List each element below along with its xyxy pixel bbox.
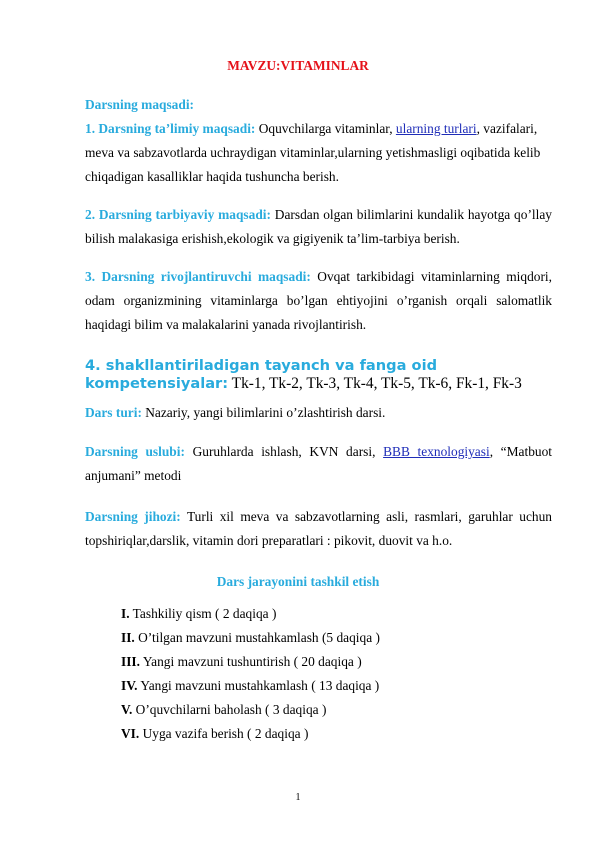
list-item-text: Yangi mavzuni tushuntirish ( 20 daqiqa ) [139,654,362,669]
list-item [121,650,380,674]
list-item-number: III. [121,654,140,669]
goals-heading: Darsning maqsadi: [85,97,195,112]
list-item [121,602,380,626]
lesson-method-label: Darsning uslubi: [85,444,185,459]
ularning-turlari-link[interactable]: ularning turlari [395,121,477,136]
goal-educational-label: 1. Darsning ta’limiy maqsadi: [85,121,256,136]
lesson-equipment-label: Darsning jihozi: [85,509,181,524]
lesson-method-text-a: Guruhlarda ishlash, KVN darsi, [184,444,384,459]
goal-educational-text-b: , vazifalari, meva va sabzavotlarda uchraydigan vitaminlar,ularning yetishmasligi oqibatida kelib chiqadigan kasalliklar haqida tushuncha berish. [85,121,541,184]
goals-section [85,93,552,189]
goal-educational-text-a: Oquvchilarga vitaminlar, [255,121,396,136]
list-item-number: II. [121,630,135,645]
lesson-method [85,440,552,488]
goal-upbringing [85,203,552,251]
lesson-type-label: Dars turi: [85,405,142,420]
list-item-text: Tashkiliy qism ( 2 daqiqa ) [129,606,277,621]
list-item-number: V. [121,702,133,717]
lesson-equipment [85,505,552,553]
page-number: 1 [295,792,301,803]
list-item-text: Uyga vazifa berish ( 2 daqiqa ) [139,726,309,741]
list-item-text: O’quvchilarni baholash ( 3 daqiqa ) [132,702,327,717]
list-item [121,674,380,698]
list-item-text: Yangi mavzuni mustahkamlash ( 13 daqiqa ) [137,678,380,693]
goal-upbringing-text: Darsdan olgan bilimlarini kundalik hayotga qo’llay bilish malakasiga erishish,ekologik va gigiyenik ta’lim-tarbiya berish. [85,207,552,246]
goal-competencies [85,357,552,393]
goal-developmental-label: 3. Darsning rivojlantiruvchi maqsadi: [85,269,311,284]
plan-heading: Dars jarayonini tashkil etish [216,574,380,589]
goal-developmental-text: Ovqat tarkibidagi vitaminlarning miqdori, odam organizmining vitaminlarga bo’lgan ehtiyojini o’rganish orqali salomatlik haqidagi bilim va malakalarini yanada rivojlantirish. [85,269,553,332]
lesson-plan-list [121,602,380,746]
list-item-text: O’tilgan mavzuni mustahkamlash (5 daqiqa ) [134,630,380,645]
bbb-texnologiyasi-link[interactable]: BBB texnologiyasi [383,444,490,459]
goal-educational [85,117,552,189]
lesson-type-text: Nazariy, yangi bilimlarini o’zlashtirish darsi. [141,405,386,420]
page-title: MAVZU:VITAMINLAR [227,58,369,73]
lesson-method-text-b: , “Matbuot anjumani” metodi [85,444,553,483]
list-item [121,698,380,722]
list-item-number: VI. [121,726,140,741]
lesson-type [85,401,552,425]
list-item-number: IV. [121,678,138,693]
list-item [121,626,380,650]
lesson-equipment-text: Turli xil meva va sabzavotlarning asli, rasmlari, garuhlar uchun topshiriqlar,darslik, vitamin dori preparatlari : pikovit, duovit va h.o. [85,509,553,548]
goal-developmental [85,265,552,337]
goal-competencies-label: 4. shakllantiriladigan tayanch va fanga oid kompetensiyalar: [85,357,438,392]
list-item [121,722,380,746]
list-item-number: I. [121,606,130,621]
goal-competencies-text: Tk-1, Tk-2, Tk-3, Tk-4, Tk-5, Tk-6, Fk-1, Fk-3 [228,375,522,392]
goal-upbringing-label: 2. Darsning tarbiyaviy maqsadi: [85,207,271,222]
